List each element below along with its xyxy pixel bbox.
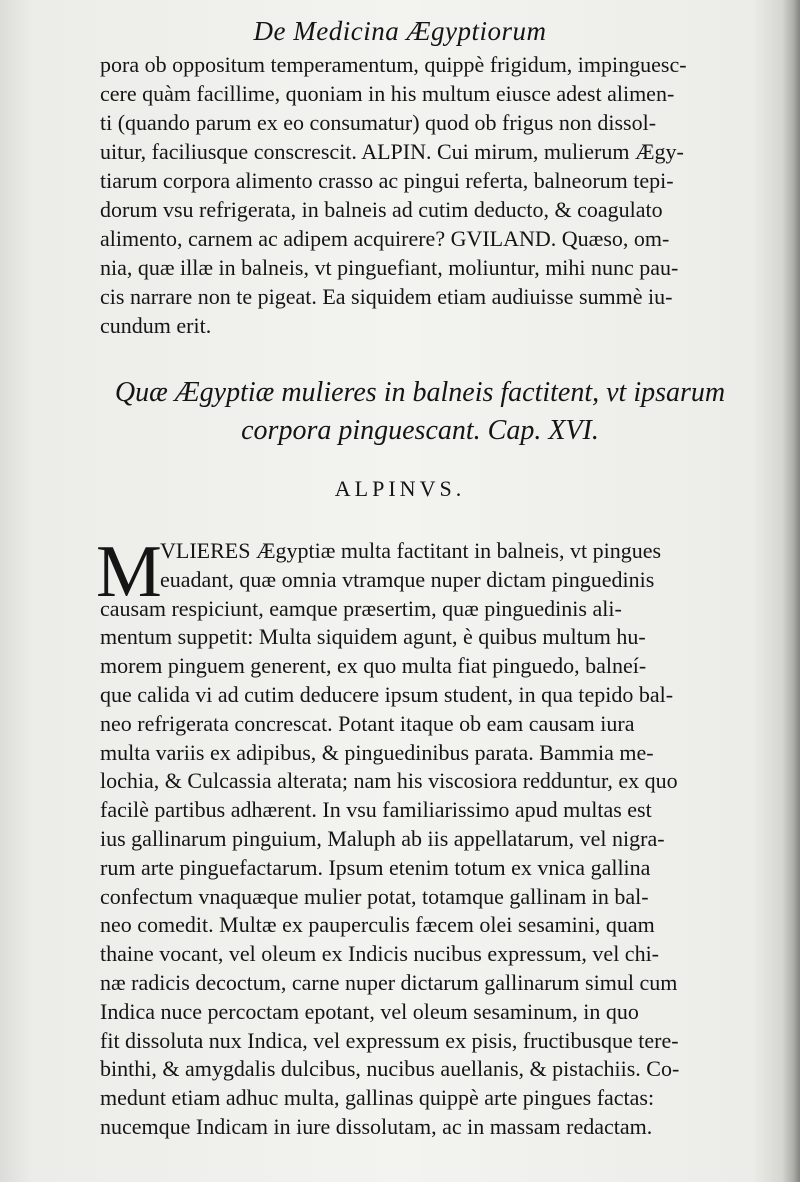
paragraph-2 (100, 537, 738, 1142)
text-line: euadant, quæ omnia vtramque nuper dictam pinguedinis (160, 566, 655, 592)
text-line: thaine vocant, vel oleum ex Indicis nucibus expressum, vel chi- (100, 941, 660, 967)
text-line: pora ob oppositum temperamentum, quippè frigidum, impinguesc- (100, 52, 687, 77)
chapter-heading (60, 374, 780, 450)
chapter-heading-line: corpora pinguescant. Cap. XVI. (241, 415, 599, 446)
text-line: confectum vnaquæque mulier potat, totamque gallinam in bal- (100, 883, 649, 909)
text-line: tiarum corpora alimento crasso ac pingui referta, balneorum tepi- (100, 168, 674, 193)
page-edge-shadow (782, 0, 800, 1182)
text-line: binthi, & amygdalis dulcibus, nucibus auellanis, & pistachiis. Co- (100, 1056, 680, 1082)
text-line: multa variis ex adipibus, & pinguedinibus parata. Bammia me- (100, 739, 654, 765)
drop-cap: M (96, 531, 162, 613)
text-line: fit dissoluta nux Indica, vel expressum ex pisis, fructibusque tere- (100, 1027, 679, 1053)
text-line: uitur, faciliusque conscrescit. ALPIN. Cui mirum, mulierum Ægy- (100, 139, 684, 164)
text-line: rum arte pinguefactarum. Ipsum etenim totum ex vnica gallina (100, 854, 651, 880)
text-line: cis narrare non te pigeat. Ea siquidem etiam audiuisse summè iu- (100, 284, 673, 309)
text-line: lochia, & Culcassia alterata; nam his viscosiora redduntur, ex quo (100, 768, 678, 794)
text-line: morem pinguem generent, ex quo multa fiat pinguedo, balneí- (100, 653, 647, 679)
paragraph-1 (100, 50, 738, 340)
text-line: facilè partibus adhærent. In vsu familiarissimo apud multas est (100, 797, 652, 823)
text-line: VLIERES Ægyptiæ multa factitant in balneis, vt pingues (160, 538, 662, 563)
text-line: nucemque Indicam in iure dissolutam, ac in massam redactam. (100, 1113, 653, 1139)
text-line: cundum erit. (100, 313, 212, 338)
text-line: Indica nuce percoctam epotant, vel oleum sesaminum, in quo (100, 998, 639, 1024)
text-line: alimento, carnem ac adipem acquirere? GVILAND. Quæso, om- (100, 226, 670, 251)
text-line: neo comedit. Multæ ex pauperculis fæcem olei sesamini, quam (100, 912, 655, 938)
text-line: mentum suppetit: Multa siquidem agunt, è quibus multum hu- (100, 624, 646, 650)
text-line: nia, quæ illæ in balneis, vt pinguefiant, moliuntur, mihi nunc pau- (100, 255, 679, 280)
text-line: neo refrigerata concrescat. Potant itaque ob eam causam iura (100, 710, 635, 736)
text-line: que calida vi ad cutim deducere ipsum student, in qua tepido bal- (100, 681, 674, 707)
text-line: medunt etiam adhuc multa, gallinas quippè arte pingues factas: (100, 1085, 655, 1111)
text-line: ius gallinarum pinguium, Maluph ab iis appellatarum, vel nigra- (100, 825, 665, 851)
text-line: ti (quando parum ex eo consumatur) quod ob frigus non dissol- (100, 110, 657, 135)
text-line: causam respiciunt, eamque præsertim, quæ pinguedinis ali- (100, 595, 622, 621)
chapter-heading-line: Quæ Ægyptiæ mulieres in balneis factitent, vt ipsarum (114, 377, 726, 408)
speaker-name: ALPINVS. (334, 476, 466, 501)
text-line: næ radicis decoctum, carne nuper dictarum gallinarum simul cum (100, 969, 678, 995)
text-line: dorum vsu refrigerata, in balneis ad cutim deducto, & coagulato (100, 197, 663, 222)
running-head: De Medicina Ægyptiorum (253, 16, 547, 46)
text-line: cere quàm facillime, quoniam in his multum eiusce adest alimen- (100, 81, 675, 106)
